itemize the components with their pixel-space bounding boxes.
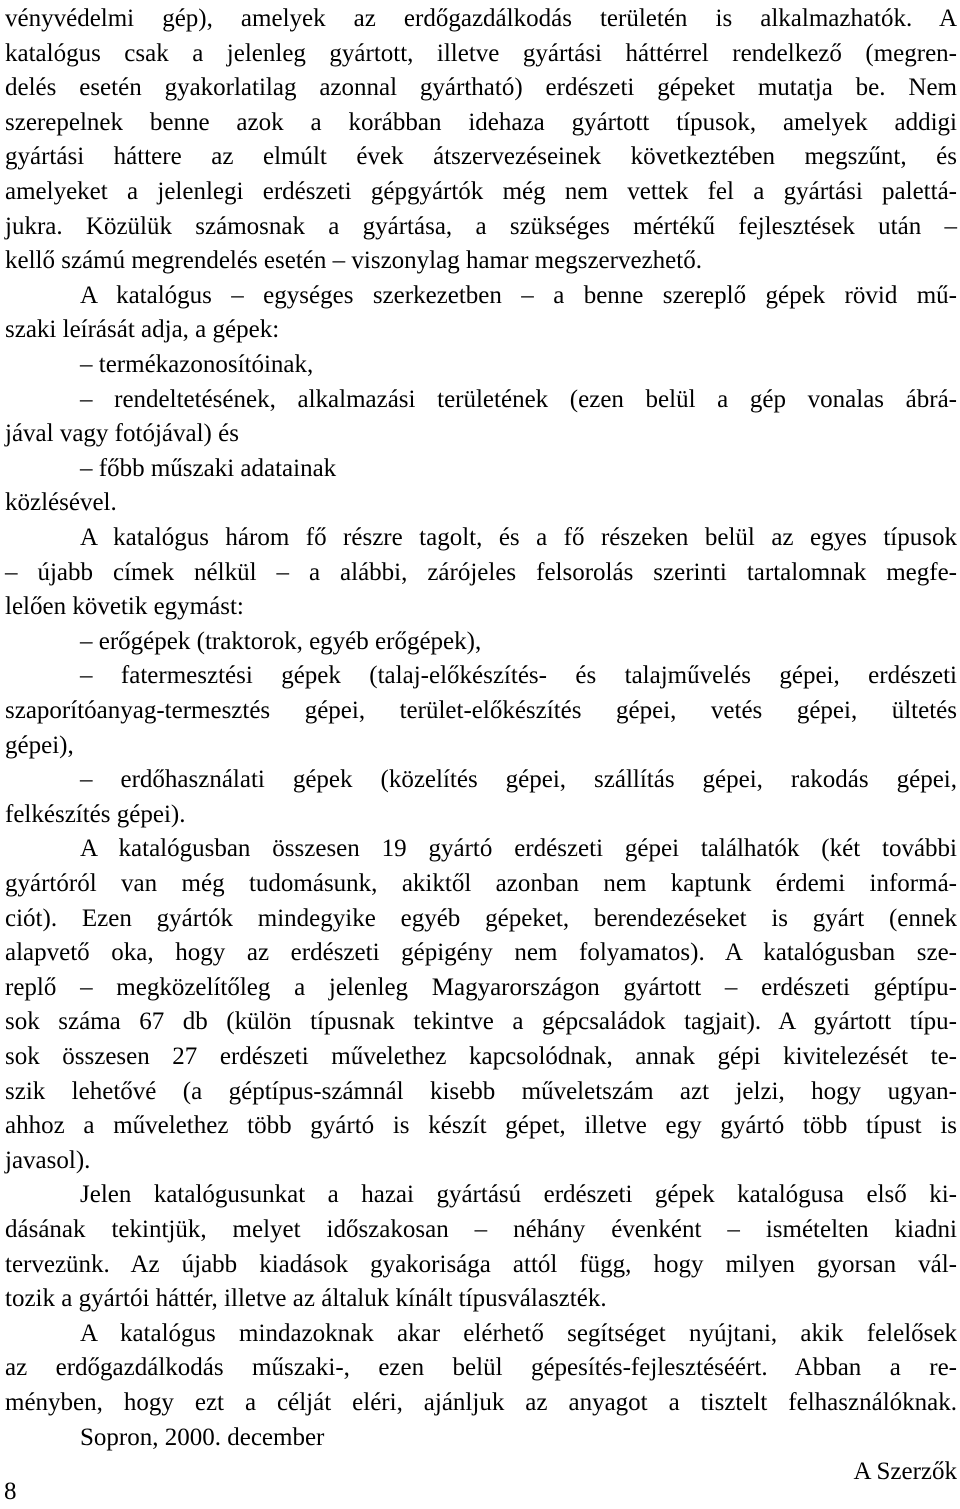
text-line: A katalógus mindazoknak akar elérhető segítséget nyújtani, akik felelősek: [80, 1319, 957, 1347]
text-line: – újabb címek nélkül – a alábbi, zárójeles felsorolás szerinti tartalomnak megfe-: [5, 558, 957, 586]
text-line: lelően követik egymást:: [5, 593, 244, 621]
text-line: jukra. Közülük számosnak a gyártása, a szükséges mértékű fejlesztések után –: [5, 212, 957, 240]
text-line: Jelen katalógusunkat a hazai gyártású erdészeti gépek katalógusa első ki-: [80, 1181, 957, 1209]
text-line: dásának tekintjük, melyet időszakosan – néhány évenként – ismételten kiadni: [5, 1216, 957, 1243]
text-line: vényvédelmi gép), amelyek az erdőgazdálkodás területén is alkalmazhatók. A: [5, 5, 957, 32]
text-line: – főbb műszaki adatainak: [80, 454, 337, 482]
text-line: A katalógus – egységes szerkezetben – a benne szereplő gépek rövid mű-: [80, 281, 957, 309]
text-line: szerepelnek benne azok a korábban idehaza gyártott típusok, amelyek addigi: [5, 108, 957, 136]
text-line: – termékazonosítóinak,: [80, 351, 314, 378]
text-line: – erőgépek (traktorok, egyéb erőgépek),: [80, 627, 482, 655]
text-line: replő – megközelítőleg a jelenleg Magyarországon gyártott – erdészeti géptípu-: [5, 973, 957, 1001]
text-line: gyártási háttere az elmúlt évek átszervezéseinek következtében megszűnt, és: [5, 143, 957, 171]
text-line: gyártóról van még tudomásunk, akiktől azonban nem kaptunk érdemi informá-: [5, 870, 957, 897]
text-line: ciót). Ezen gyártók mindegyike egyéb gépeket, berendezéseket is gyárt (ennek: [5, 904, 957, 932]
text-line: tervezünk. Az újabb kiadások gyakorisága attól függ, hogy milyen gyorsan vál-: [5, 1250, 957, 1278]
text-line: katalógus csak a jelenleg gyártott, illetve gyártási háttérrel rendelkező (megren-: [5, 39, 957, 67]
text-line: – erdőhasználati gépek (közelítés gépei, szállítás gépei, rakodás gépei,: [80, 766, 957, 794]
text-line: jával vagy fotójával) és: [5, 420, 239, 448]
text-line: javasol).: [5, 1146, 91, 1174]
text-line: az erdőgazdálkodás műszaki-, ezen belül gépesítés-fejlesztéséért. Abban a re-: [5, 1354, 957, 1382]
text-line: alapvető oka, hogy az erdészeti gépigény nem folyamatos). A katalógusban sze-: [5, 939, 957, 967]
text-line: sok száma 67 db (külön típusnak tekintve a gépcsaládok tagjait). A gyártott típu-: [5, 1008, 957, 1036]
text-line: szik lehetővé (a géptípus-számnál kisebb műveletszám azt jelzi, hogy ugyan-: [5, 1077, 957, 1105]
text-line: A katalógus három fő részre tagolt, és a fő részeken belül az egyes típusok: [80, 524, 957, 551]
text-line: A katalógusban összesen 19 gyártó erdészeti gépei találhatók (két további: [80, 835, 957, 863]
text-line: delés esetén gyakorlatilag azonnal gyártható) erdészeti gépeket mutatja be. Nem: [5, 74, 957, 102]
text-line: Sopron, 2000. december: [80, 1423, 325, 1451]
text-line: gépei),: [5, 731, 74, 759]
text-line: ahhoz a művelethez több gyártó is készít gépet, illetve egy gyártó több típust is: [5, 1112, 957, 1140]
text-line: kellő számú megrendelés esetén – viszonylag hamar megszervezhető.: [5, 247, 702, 275]
text-line: sok összesen 27 erdészeti művelethez kapcsolódnak, annak gépi kivitelezését te-: [5, 1043, 957, 1070]
text-line: felkészítés gépei).: [5, 800, 186, 828]
text-line: ményben, hogy ezt a célját eléri, ajánljuk az anyagot a tisztelt felhasználóknak.: [5, 1389, 957, 1416]
text-line: szaporítóanyag-termesztés gépei, terület-előkészítés gépei, vetés gépei, ültetés: [5, 697, 957, 724]
text-line: szaki leírását adja, a gépek:: [5, 316, 280, 344]
text-line: – rendeltetésének, alkalmazási területének (ezen belül a gép vonalas ábrá-: [80, 385, 957, 413]
text-line: tozik a gyártói háttér, illetve az általuk kínált típusválaszték.: [5, 1285, 607, 1313]
page-number: 8: [4, 1478, 17, 1505]
text-line: közlésével.: [5, 489, 117, 517]
text-line: – fatermesztési gépek (talaj-előkészítés- és talajművelés gépei, erdészeti: [80, 662, 957, 690]
text-line: amelyeket a jelenlegi erdészeti gépgyártók még nem vettek fel a gyártási palettá-: [5, 178, 957, 205]
text-line: A Szerzők: [853, 1458, 957, 1486]
